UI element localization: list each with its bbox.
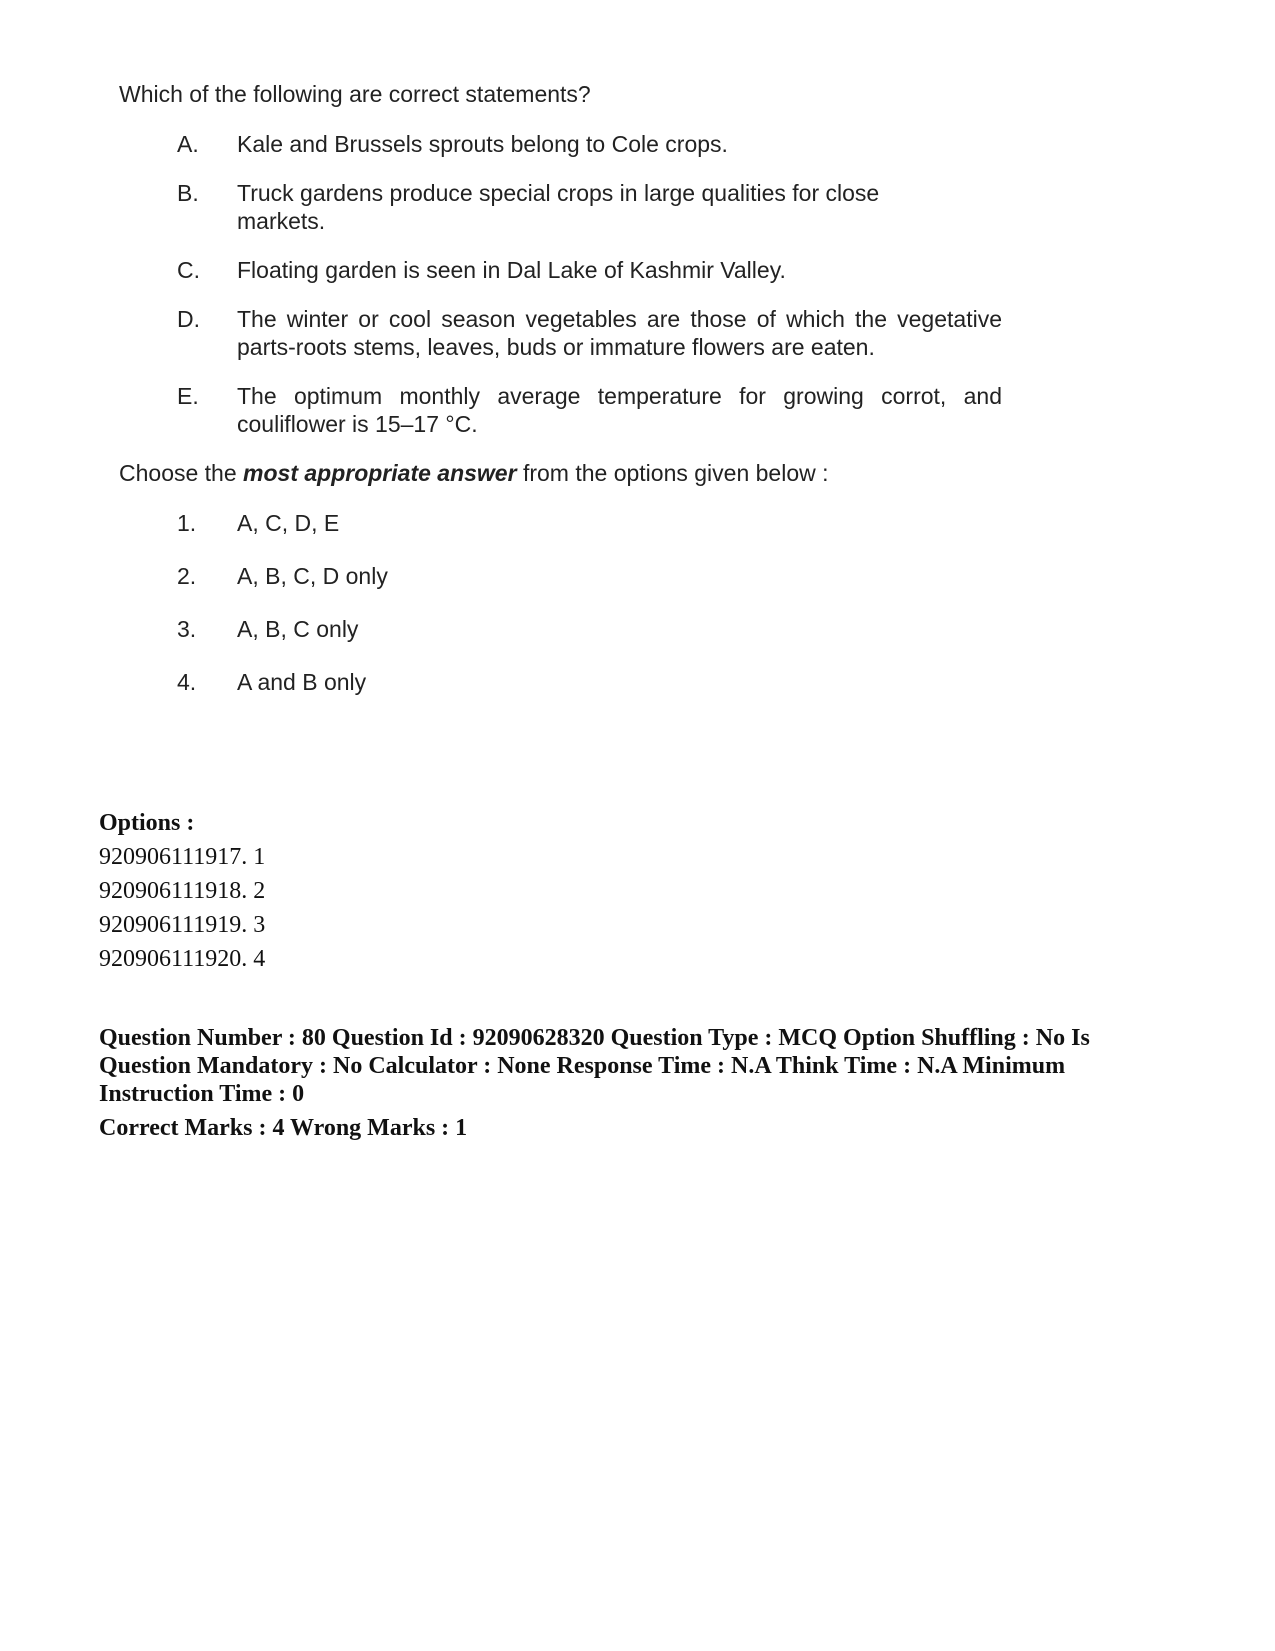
question-image	[119, 80, 1019, 721]
options-section	[99, 806, 1199, 976]
statement-item	[177, 179, 1019, 235]
statement-text: Truck gardens produce special crops in large qualities for close markets.	[237, 180, 880, 234]
statement-label: B.	[177, 180, 199, 206]
statement-text: Floating garden is seen in Dal Lake of Kashmir Valley.	[237, 257, 786, 283]
answer-text: A and B only	[237, 669, 367, 695]
option-id: 920906111919. 3	[99, 912, 266, 938]
statement-label: D.	[177, 306, 200, 332]
statement-item	[177, 382, 1019, 438]
answer-text: A, C, D, E	[237, 510, 340, 536]
answer-label: 1.	[177, 510, 197, 536]
answer-choice	[177, 509, 1019, 537]
statement-label: A.	[177, 131, 199, 157]
answer-label: 2.	[177, 563, 197, 589]
statement-item	[177, 305, 1019, 361]
options-heading: Options :	[99, 810, 195, 836]
statement-label: E.	[177, 383, 199, 409]
option-id: 920906111917. 1	[99, 844, 266, 870]
instruction-emphasis: most appropriate answer	[243, 460, 517, 486]
question-prompt: Which of the following are correct statements?	[119, 81, 591, 107]
option-id: 920906111918. 2	[99, 878, 266, 904]
statement-label: C.	[177, 257, 200, 283]
statement-text: The optimum monthly average temperature for growing corrot, and couliflower is 15–17 °C.	[237, 383, 1002, 437]
answer-text: A, B, C, D only	[237, 563, 388, 589]
option-id: 920906111920. 4	[99, 946, 266, 972]
answer-choice	[177, 615, 1019, 643]
statement-item	[177, 130, 1019, 158]
answer-label: 4.	[177, 669, 197, 695]
answer-choice	[177, 668, 1019, 696]
statement-item	[177, 256, 1019, 284]
answer-text: A, B, C only	[237, 616, 359, 642]
statement-text: Kale and Brussels sprouts belong to Cole crops.	[237, 131, 728, 157]
answer-choice	[177, 562, 1019, 590]
question-info: Question Number : 80 Question Id : 92090628320 Question Type : MCQ Option Shuffling : No Is Question Mandatory : No Calculator : None Response Time : N.A Think Time : N.A Minimum Instruction Time : 0	[99, 1025, 1090, 1107]
marks-info: Correct Marks : 4 Wrong Marks : 1	[99, 1115, 468, 1141]
statement-text: The winter or cool season vegetables are those of which the vegetative parts-roots stems, leaves, buds or immature flowers are eaten.	[237, 306, 1002, 360]
answer-instruction: Choose the most appropriate answer from the options given below :	[119, 460, 829, 486]
answer-label: 3.	[177, 616, 197, 642]
